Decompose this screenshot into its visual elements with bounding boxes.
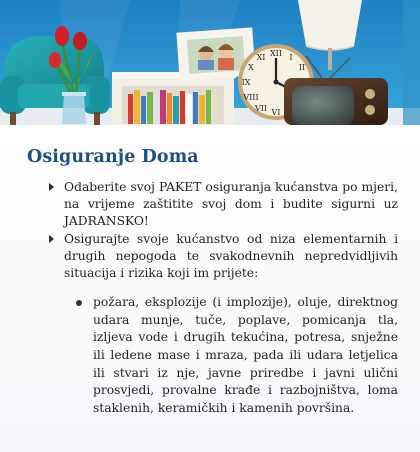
page-title: Osiguranje Doma [27,147,199,167]
svg-text:II: II [298,63,306,72]
svg-text:XII: XII [269,49,283,58]
bullet-dot-icon [76,300,82,306]
bullet-arrow-icon [49,235,54,243]
list-item [0,179,420,231]
svg-text:XI: XI [256,53,266,62]
hero-banner [0,0,420,125]
sub-list-item [0,294,420,417]
bullet-arrow-icon [49,183,54,191]
svg-text:X: X [248,63,254,72]
svg-text:VIII: VIII [243,93,259,102]
list-item-text: Osigurajte svoje kućanstvo od niza elementarnih i drugih nepogoda te svakodnevnih nepredvidljivih situacija i rizika koji im prijete: [64,231,398,281]
svg-text:VII: VII [254,104,268,113]
list-item-text: Odaberite svoj PAKET osiguranja kućanstva po mjeri, na vrijeme zaštitite svoj dom i budite sigurni uz JADRANSKO! [64,180,398,229]
feature-list [0,179,420,417]
svg-text:I: I [289,53,293,62]
content-panel [0,125,420,452]
list-item [0,231,420,283]
sub-list-item-text: požara, eksplozije (i implozije), oluje, direktnog udara munje, tuče, poplave, pomicanja tla, izljeva vode i drugih tekućina, potresa, snježne ili ledene mase i mraza, pada ili udara letjelica ili stvari iz nje, javne priredbe i javni ulični prosvjedi, provalne krađe i razbojništva, loma staklenih, keramičkih i kamenih površina. [93,295,398,415]
svg-text:IX: IX [241,78,251,87]
home-interior-illustration [0,0,420,125]
book-cabinet [112,72,236,125]
svg-text:VI: VI [271,108,281,117]
